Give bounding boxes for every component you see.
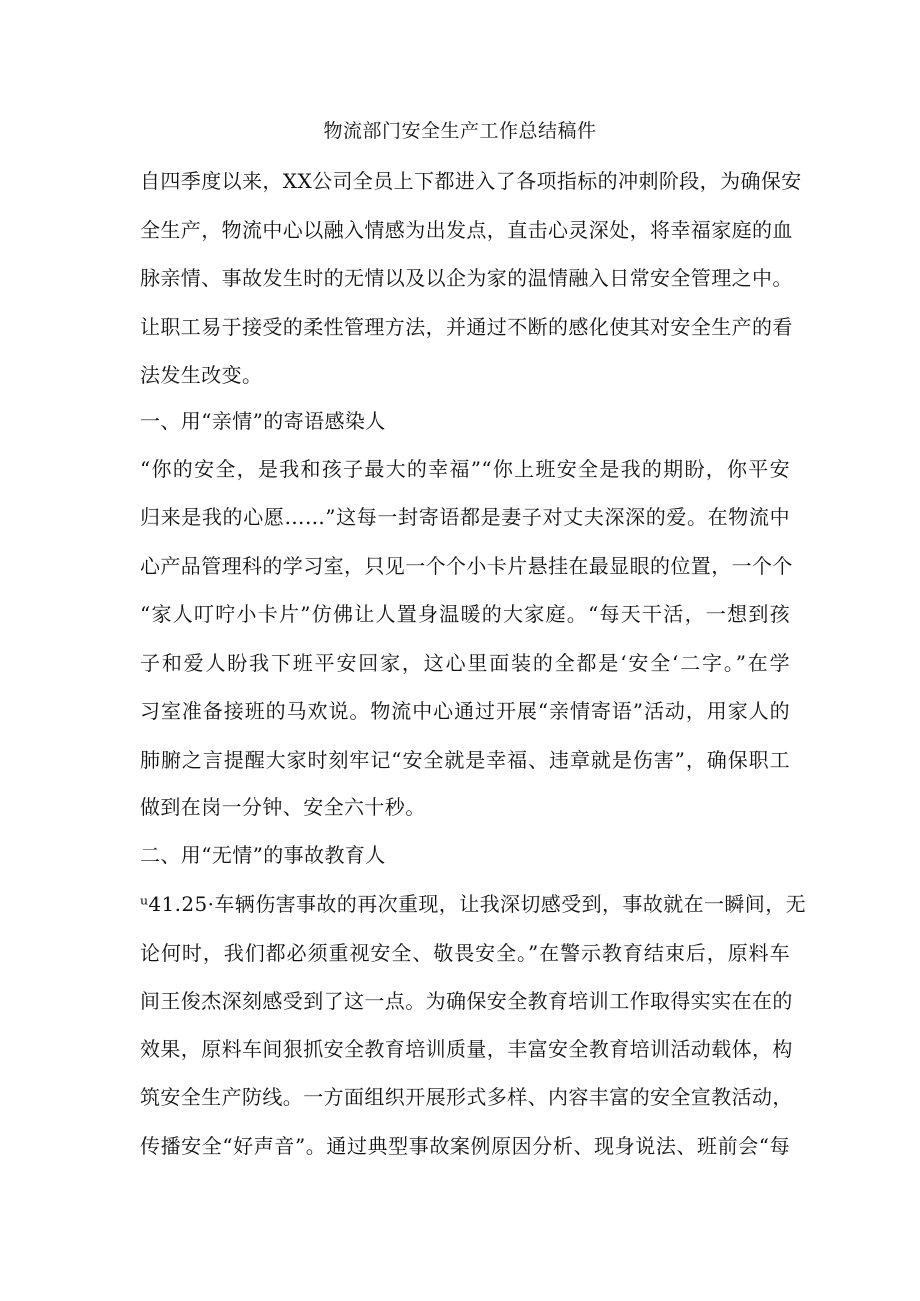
paragraph-line: 效果，原料车间狠抓安全教育培训质量，丰富安全教育培训活动载体，构	[140, 1037, 793, 1061]
paragraph-line: 肺腑之言提醒大家时刻牢记“安全就是幸福、违章就是伤害”，确保职工	[140, 748, 790, 772]
paragraph-line: 习室准备接班的马欢说。物流中心通过开展“亲情寄语”活动，用家人的	[140, 699, 790, 723]
paragraph-line: 子和爱人盼我下班平安回家，这心里面装的全都是‘安全‘二字。”在学	[140, 651, 790, 675]
paragraph-line: 自四季度以来，XX公司全员上下都进入了各项指标的冲刺阶段，为确保安	[140, 169, 802, 193]
paragraph-line: 心产品管理科的学习室，只见一个个小卡片悬挂在最显眼的位置，一个个	[140, 554, 793, 578]
paragraph-line: “你的安全，是我和孩子最大的幸福”“你上班安全是我的期盼，你平安	[140, 457, 790, 481]
paragraph-line: 归来是我的心愿……”这每一封寄语都是妻子对丈夫深深的爱。在物流中	[140, 505, 790, 529]
paragraph-line: 脉亲情、事故发生时的无情以及以企为家的温情融入日常安全管理之中。	[140, 266, 793, 290]
paragraph-line: 传播安全“好声音”。通过典型事故案例原因分析、现身说法、班前会“每	[140, 1134, 790, 1158]
section-heading-1: 一、用“亲情”的寄语感染人	[140, 409, 386, 433]
paragraph-line: 全生产，物流中心以融入情感为出发点，直击心灵深处，将幸福家庭的血	[140, 218, 793, 242]
paragraph-line: 筑安全生产防线。一方面组织开展形式多样、内容丰富的安全宣教活动，	[140, 1085, 793, 1109]
section-heading-2: 二、用“无情”的事故教育人	[140, 843, 386, 867]
document-title: 物流部门安全生产工作总结稿件	[323, 120, 597, 142]
paragraph-line: 做到在岗一分钟、安全六十秒。	[140, 795, 426, 819]
paragraph-line: 让职工易于接受的柔性管理方法，并通过不断的感化使其对安全生产的看	[140, 315, 793, 339]
paragraph-line: 法发生改变。	[140, 363, 263, 387]
paragraph-line: 间王俊杰深刻感受到了这一点。为确保安全教育培训工作取得实实在在的	[140, 989, 793, 1013]
paragraph-line: “家人叮咛小卡片”仿佛让人置身温暖的大家庭。“每天干活，一想到孩	[140, 602, 790, 626]
paragraph-line: 论何时，我们都必须重视安全、敬畏安全。”在警示教育结束后，原料车	[140, 941, 790, 965]
paragraph-line: ᵘ41.25·车辆伤害事故的再次重现，让我深切感受到，事故就在一瞬间，无	[140, 892, 806, 916]
